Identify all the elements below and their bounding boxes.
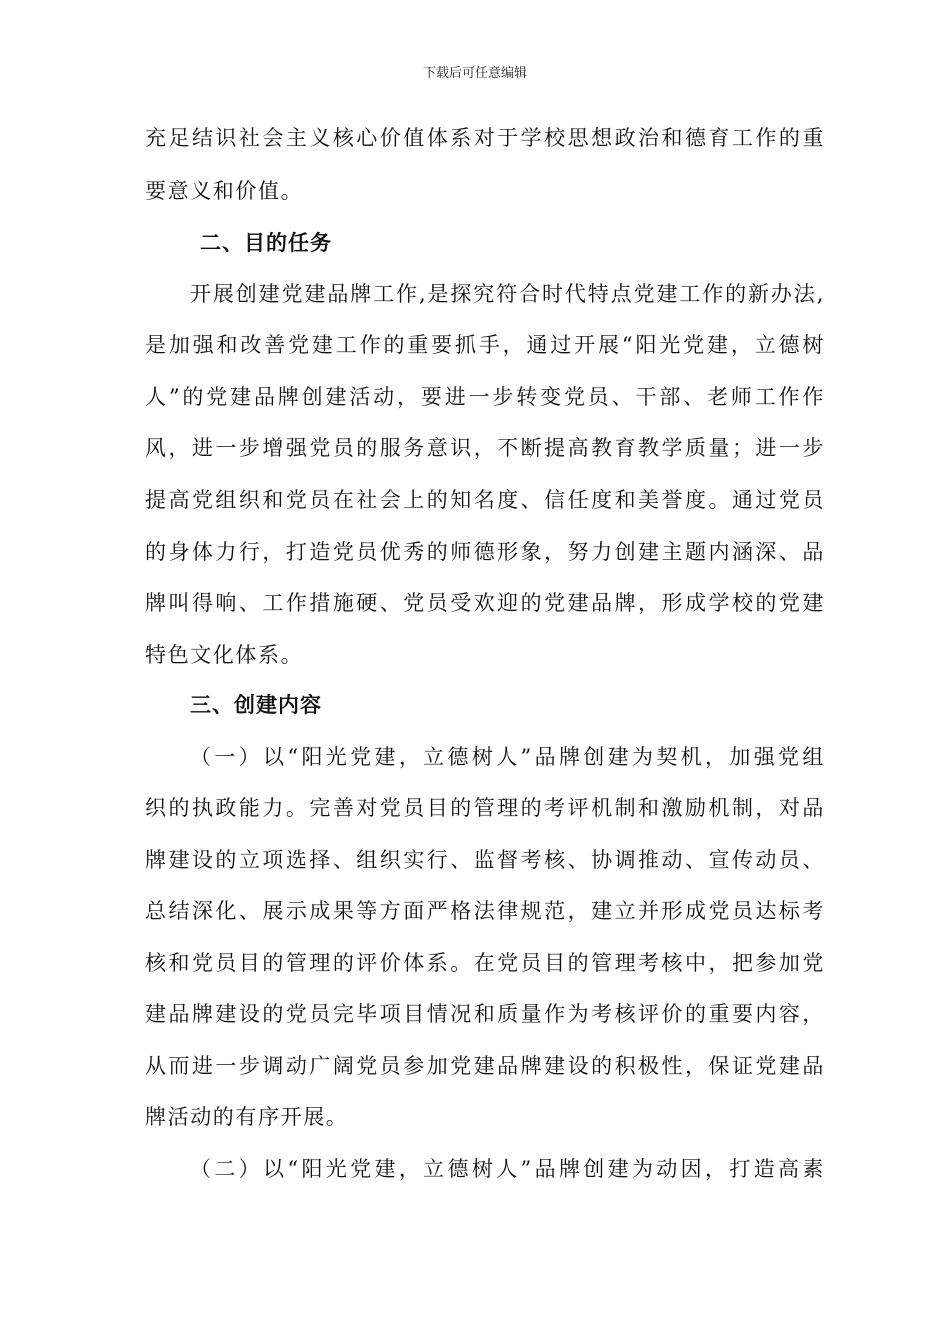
body-line: 特色文化体系。 bbox=[145, 643, 304, 667]
section-heading: 三、创建内容 bbox=[190, 693, 322, 717]
page-header-note: 下载后可任意编辑 bbox=[422, 66, 527, 81]
body-line: 风，进一步增强党员的服务意识，不断提高教育教学质量；进一步 bbox=[145, 436, 825, 460]
body-line: （一）以“阳光党建，立德树人”品牌创建为契机，加强党组 bbox=[190, 745, 825, 769]
body-line: 核和党员目的管理的评价体系。在党员目的管理考核中，把参加党 bbox=[145, 951, 825, 975]
section-heading: 二、目的任务 bbox=[200, 231, 332, 255]
body-line: 要意义和价值。 bbox=[145, 179, 304, 203]
body-line: 建品牌建设的党员完毕项目情况和质量作为考核评价的重要内容， bbox=[145, 1002, 825, 1026]
body-line: 牌活动的有序开展。 bbox=[145, 1105, 349, 1129]
body-line: 提高党组织和党员在社会上的知名度、信任度和美誉度。通过党员 bbox=[145, 488, 825, 512]
body-line: 从而进一步调动广阔党员参加党建品牌建设的积极性，保证党建品 bbox=[145, 1054, 825, 1078]
body-line: 人”的党建品牌创建活动，要进一步转变党员、干部、老师工作作 bbox=[145, 385, 825, 409]
body-line: 牌建设的立项选择、组织实行、监督考核、协调推动、宣传动员、 bbox=[145, 848, 825, 872]
body-line: 牌叫得响、工作措施硬、党员受欢迎的党建品牌，形成学校的党建 bbox=[145, 591, 825, 615]
body-line: （二）以“阳光党建，立德树人”品牌创建为动因，打造高素 bbox=[190, 1157, 825, 1181]
body-line: 开展创建党建品牌工作,是探究符合时代特点党建工作的新办法, bbox=[190, 282, 825, 306]
body-line: 总结深化、展示成果等方面严格法律规范，建立并形成党员达标考 bbox=[145, 899, 825, 923]
body-line: 的身体力行，打造党员优秀的师德形象，努力创建主题内涵深、品 bbox=[145, 540, 825, 564]
body-line: 织的执政能力。完善对党员目的管理的考评机制和激励机制，对品 bbox=[145, 796, 825, 820]
body-line: 是加强和改善党建工作的重要抓手，通过开展“阳光党建，立德树 bbox=[145, 333, 825, 357]
body-line: 充足结识社会主义核心价值体系对于学校思想政治和德育工作的重 bbox=[145, 126, 825, 150]
